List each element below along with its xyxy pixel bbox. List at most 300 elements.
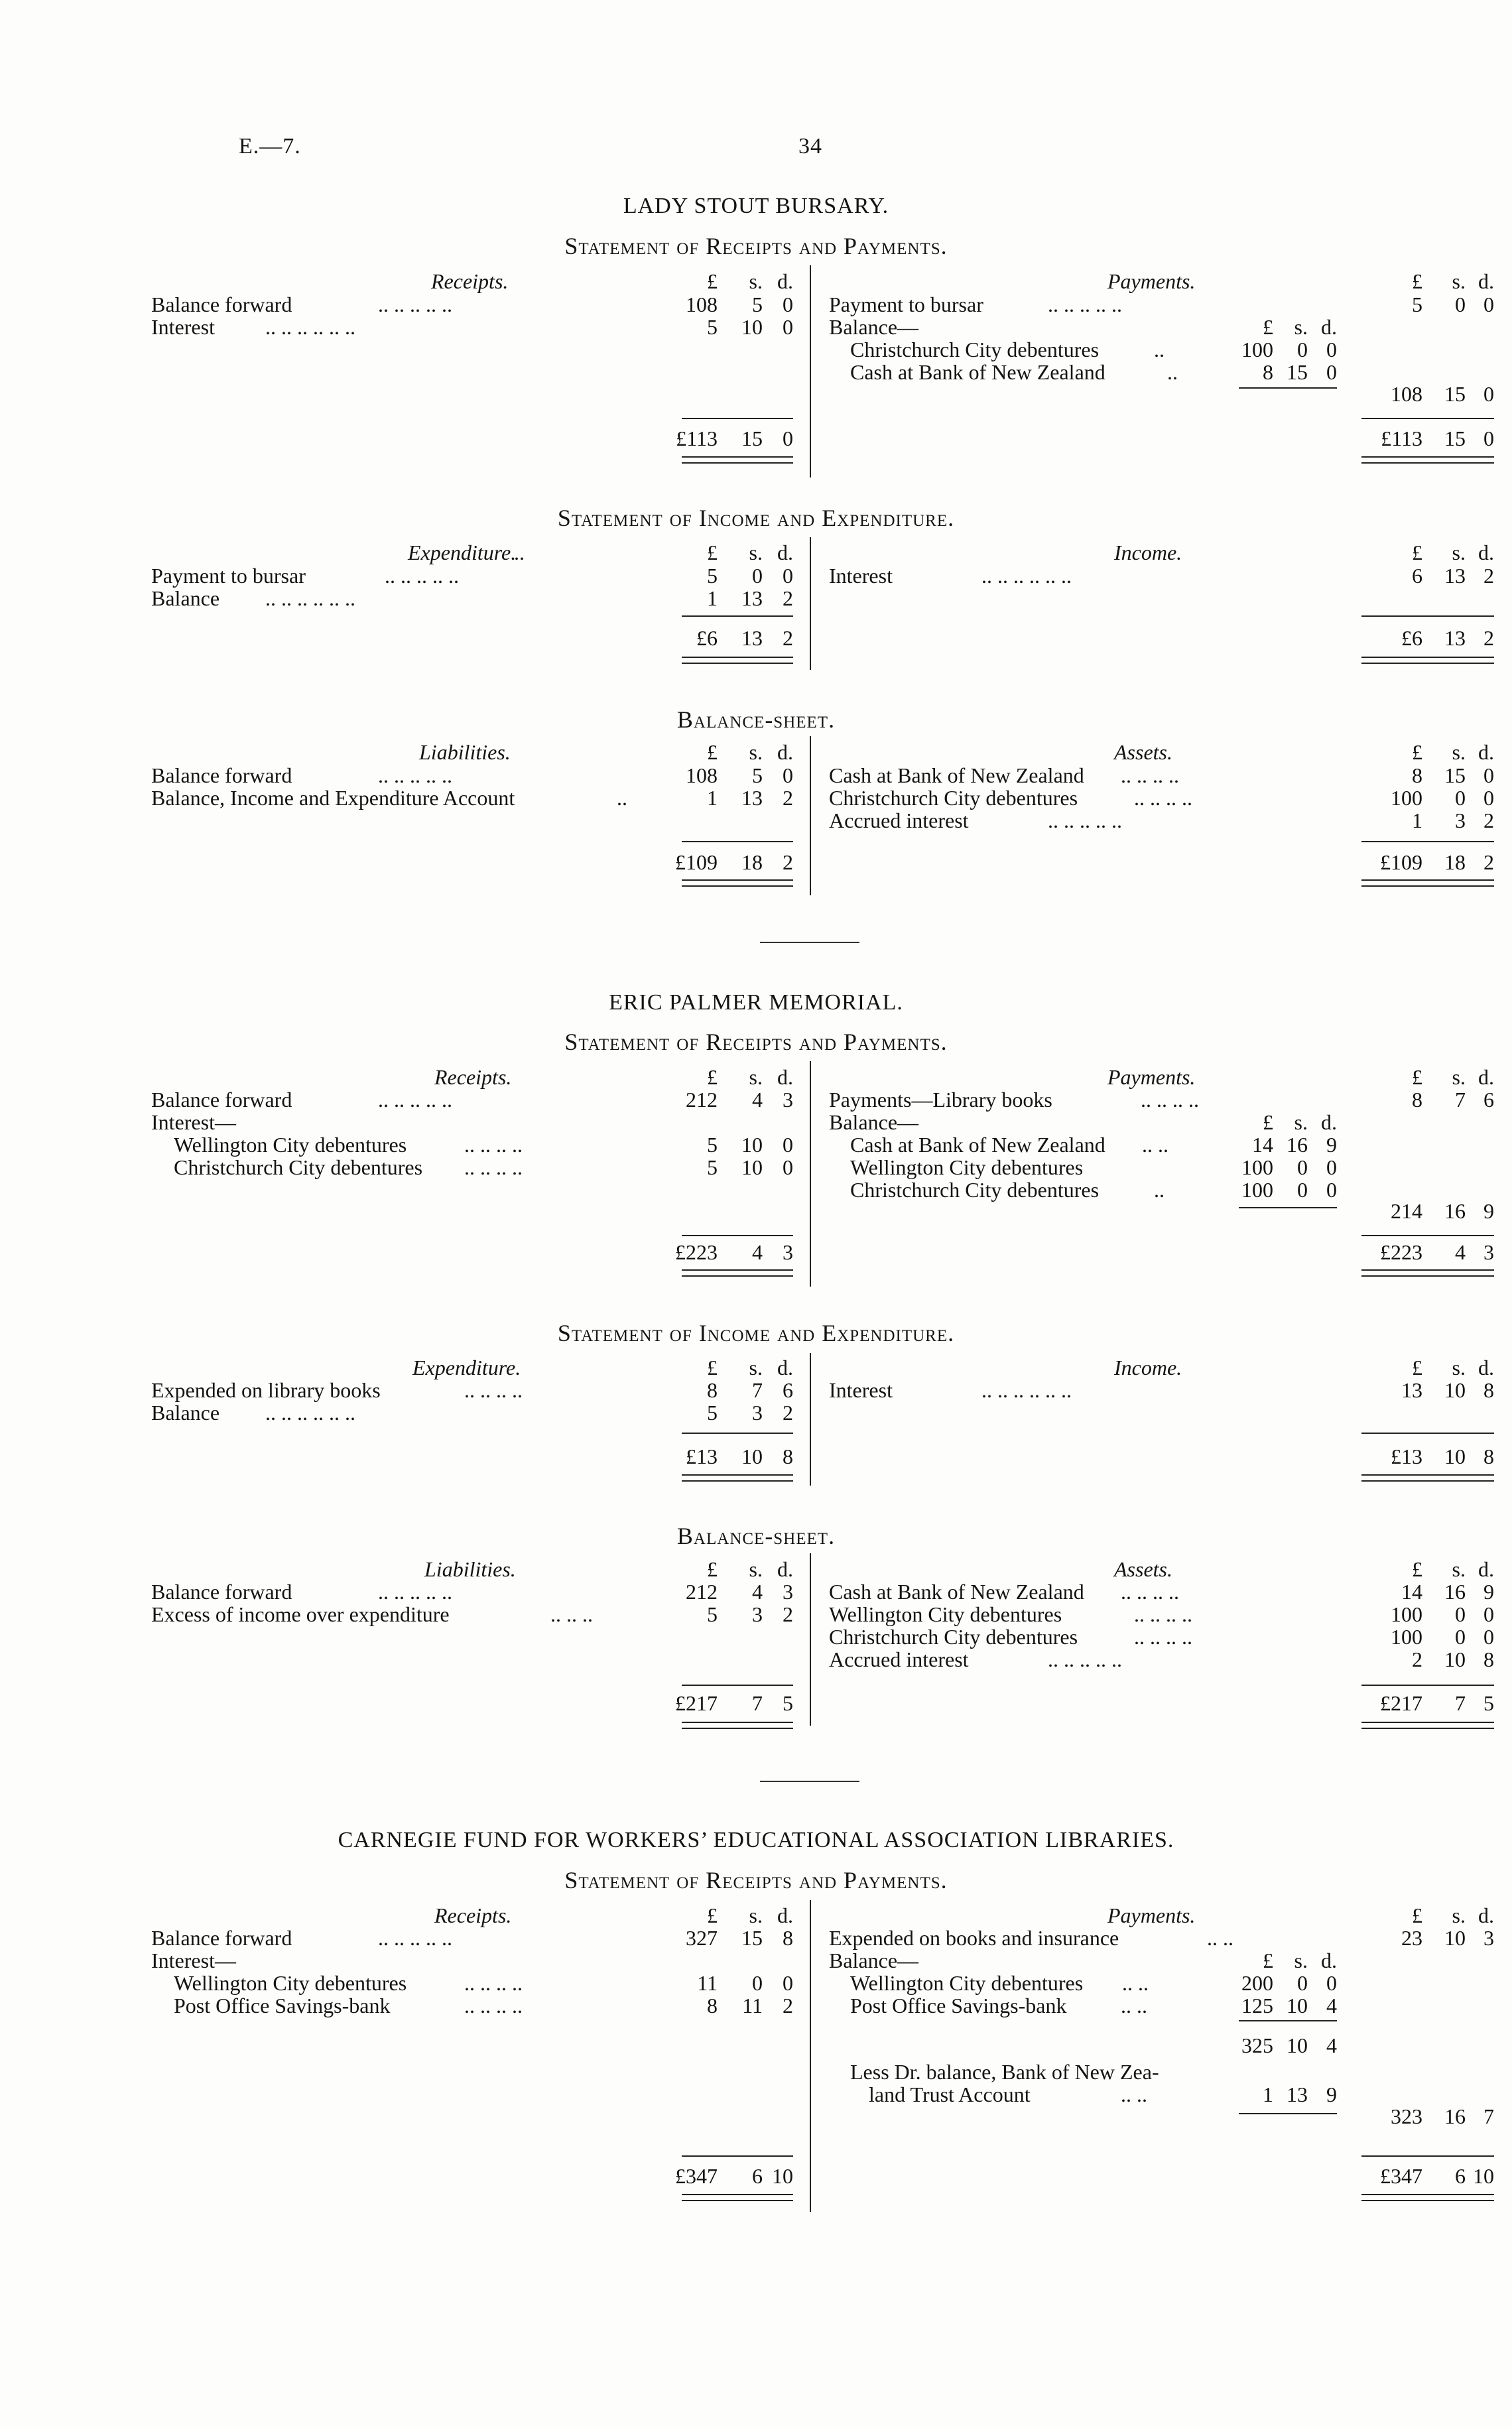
amount-pounds: 8 bbox=[1412, 1088, 1422, 1112]
row-label: Balance forward bbox=[151, 1580, 292, 1604]
row-label: Interest bbox=[829, 1378, 893, 1402]
column-divider bbox=[810, 1061, 811, 1287]
column-head-income: Income. bbox=[1114, 541, 1182, 564]
amount-pounds: 1 bbox=[1263, 2082, 1273, 2106]
row-label: Cash at Bank of New Zealand bbox=[850, 360, 1105, 384]
row-label: Excess of income over expenditure bbox=[151, 1602, 450, 1626]
s1-left-shilling-head: s. bbox=[749, 269, 763, 293]
leader-dots: .. .. .. .. bbox=[1141, 1088, 1199, 1112]
amount-pence: 4 bbox=[1326, 2033, 1337, 2057]
leader-dots: .. .. .. .. bbox=[1121, 763, 1179, 787]
row-label: Cash at Bank of New Zealand bbox=[850, 1133, 1105, 1157]
amount-pence: 2 bbox=[1483, 850, 1494, 874]
sum-line bbox=[682, 2155, 793, 2157]
amount-shillings: 15 bbox=[741, 426, 763, 450]
amount-pence: 0 bbox=[1483, 786, 1494, 810]
amount-shillings: 0 bbox=[1297, 1971, 1308, 1995]
amount-pounds: 5 bbox=[1412, 292, 1422, 316]
s2-bs-right-pound-head: £ bbox=[1412, 1557, 1422, 1581]
amount-pounds: 212 bbox=[686, 1580, 718, 1604]
row-label: Wellington City debentures bbox=[829, 1602, 1062, 1626]
page-number: 34 bbox=[798, 134, 822, 159]
double-underline bbox=[1361, 1269, 1494, 1277]
amount-pence: 5 bbox=[1483, 1691, 1494, 1715]
s1-bs-left-pence-head: d. bbox=[777, 740, 793, 764]
column-head-assets: Assets. bbox=[1114, 740, 1172, 764]
subtotal-line bbox=[1239, 387, 1337, 389]
amount-shillings: 10 bbox=[741, 1155, 763, 1179]
row-label: Christchurch City debentures bbox=[829, 1625, 1078, 1649]
amount-shillings: 13 bbox=[741, 626, 763, 650]
amount-pounds: 5 bbox=[707, 1401, 718, 1425]
amount-shillings: 10 bbox=[1287, 1994, 1308, 2017]
amount-shillings: 0 bbox=[752, 564, 763, 588]
amount-pence: 0 bbox=[1483, 1602, 1494, 1626]
row-label: Wellington City debentures bbox=[174, 1133, 407, 1157]
double-underline bbox=[1361, 1474, 1494, 1482]
column-divider bbox=[810, 265, 811, 478]
amount-pounds: £13 bbox=[1391, 1444, 1422, 1468]
amount-pounds: 100 bbox=[1241, 1155, 1273, 1179]
amount-pounds: £109 bbox=[1380, 850, 1422, 874]
amount-shillings: 0 bbox=[1297, 338, 1308, 361]
column-head-expenditure: Expenditure. bbox=[408, 541, 517, 564]
column-head-liabilities: Liabilities. bbox=[424, 1557, 516, 1581]
s1-right-shilling-head: s. bbox=[1452, 269, 1466, 293]
amount-pounds: 125 bbox=[1241, 1994, 1273, 2017]
row-label: Interest— bbox=[151, 1949, 236, 1972]
leader-dots: .. .. .. .. .. .. bbox=[265, 586, 355, 610]
s2-bs-left-shilling-head: s. bbox=[749, 1557, 763, 1581]
sum-line bbox=[1361, 841, 1494, 842]
leader-dots: .. .. .. .. bbox=[1134, 1602, 1192, 1626]
leader-dots: .. .. .. .. .. bbox=[1048, 808, 1122, 832]
s2-inner-pence-head: d. bbox=[1321, 1110, 1337, 1134]
column-head-receipts: Receipts. bbox=[431, 269, 509, 293]
double-underline bbox=[682, 456, 793, 464]
row-label: Balance bbox=[151, 1401, 220, 1425]
s1-bs-left-pound-head: £ bbox=[707, 740, 718, 764]
leader-dots: .. bbox=[1167, 360, 1178, 384]
amount-pence: 8 bbox=[1483, 1647, 1494, 1671]
leader-dots: .. .. bbox=[1121, 1994, 1147, 2017]
leader-dots: .. .. .. .. .. .. bbox=[981, 564, 1072, 588]
amount-pence: 0 bbox=[1483, 1625, 1494, 1649]
amount-pounds: £113 bbox=[676, 426, 718, 450]
amount-shillings: 4 bbox=[1455, 1240, 1466, 1264]
double-underline bbox=[682, 879, 793, 887]
heading-income-expenditure: Statement of Income and Expenditure. bbox=[557, 1320, 955, 1346]
amount-pence: 10 bbox=[1473, 2164, 1494, 2188]
s1-ie-right-pound-head: £ bbox=[1412, 541, 1422, 564]
double-underline bbox=[1361, 456, 1494, 464]
column-divider bbox=[810, 537, 811, 670]
amount-pence: 0 bbox=[1326, 360, 1337, 384]
sum-line bbox=[682, 841, 793, 842]
s1-ie-right-shilling-head: s. bbox=[1452, 541, 1466, 564]
s1-inner-pound-head: £ bbox=[1263, 315, 1273, 339]
amount-shillings: 16 bbox=[1444, 1580, 1466, 1604]
amount-shillings: 16 bbox=[1444, 1199, 1466, 1223]
leader-dots: .. .. .. .. .. bbox=[378, 292, 452, 316]
amount-pounds: 100 bbox=[1241, 1178, 1273, 1202]
amount-pounds: 327 bbox=[686, 1926, 718, 1950]
row-label: Balance— bbox=[829, 315, 919, 339]
amount-pounds: 5 bbox=[707, 315, 718, 339]
row-label: Wellington City debentures bbox=[174, 1971, 407, 1995]
amount-pounds: 1 bbox=[707, 786, 718, 810]
s2-ie-left-pound-head: £ bbox=[707, 1356, 718, 1379]
amount-shillings: 15 bbox=[1444, 382, 1466, 406]
amount-shillings: 0 bbox=[1455, 1625, 1466, 1649]
leader-dots: .. .. .. .. bbox=[1134, 1625, 1192, 1649]
leader-dots: .. .. .. bbox=[550, 1602, 593, 1626]
amount-shillings: 0 bbox=[1297, 1155, 1308, 1179]
amount-shillings: 15 bbox=[741, 1926, 763, 1950]
leader-dots: .. .. bbox=[1142, 1133, 1168, 1157]
amount-pence: 9 bbox=[1483, 1580, 1494, 1604]
amount-shillings: 10 bbox=[1444, 1444, 1466, 1468]
sum-line bbox=[682, 1685, 793, 1686]
amount-shillings: 6 bbox=[752, 2164, 763, 2188]
sum-line bbox=[1361, 2155, 1494, 2157]
column-divider bbox=[810, 1553, 811, 1726]
amount-pence: 7 bbox=[1483, 2104, 1494, 2128]
leader-dots: .. .. .. .. .. bbox=[378, 1088, 452, 1112]
amount-pence: 2 bbox=[783, 586, 793, 610]
amount-shillings: 0 bbox=[1455, 292, 1466, 316]
amount-pounds: 11 bbox=[697, 1971, 718, 1995]
sum-line bbox=[682, 1433, 793, 1434]
amount-pounds: 200 bbox=[1241, 1971, 1273, 1995]
row-label: Balance forward bbox=[151, 1926, 292, 1950]
amount-pounds: 212 bbox=[686, 1088, 718, 1112]
row-label: Balance forward bbox=[151, 763, 292, 787]
heading-receipts-payments: Statement of Receipts and Payments. bbox=[564, 1867, 948, 1893]
leader-dots: .. .. .. .. .. .. bbox=[981, 1378, 1072, 1402]
amount-pounds: £223 bbox=[675, 1240, 718, 1264]
amount-pence: 2 bbox=[1483, 626, 1494, 650]
amount-pounds: 1 bbox=[1412, 808, 1422, 832]
leader-dots: .. .. bbox=[1122, 1971, 1149, 1995]
leader-dots: .. bbox=[1154, 1178, 1165, 1202]
double-underline bbox=[682, 1474, 793, 1482]
row-label: Christchurch City debentures bbox=[174, 1155, 423, 1179]
amount-pounds: 8 bbox=[707, 1994, 718, 2017]
s1-ie-left-pence-head: d. bbox=[777, 541, 793, 564]
amount-shillings: 10 bbox=[1444, 1926, 1466, 1950]
leader-dots: .. .. .. .. bbox=[1121, 1580, 1179, 1604]
amount-pounds: 14 bbox=[1401, 1580, 1422, 1604]
row-label: Less Dr. balance, Bank of New Zea- bbox=[850, 2060, 1159, 2084]
row-label: Balance, Income and Expenditure Account bbox=[151, 786, 515, 810]
row-label: land Trust Account bbox=[869, 2082, 1031, 2106]
amount-pence: 3 bbox=[783, 1088, 793, 1112]
amount-pounds: £217 bbox=[1380, 1691, 1422, 1715]
s1-bs-right-pound-head: £ bbox=[1412, 740, 1422, 764]
amount-pence: 2 bbox=[1483, 564, 1494, 588]
amount-pence: 3 bbox=[783, 1240, 793, 1264]
amount-shillings: 10 bbox=[1287, 2033, 1308, 2057]
sum-line bbox=[1361, 615, 1494, 617]
amount-pence: 10 bbox=[772, 2164, 793, 2188]
s1-ie-right-pence-head: d. bbox=[1478, 541, 1494, 564]
amount-pence: 0 bbox=[1326, 1155, 1337, 1179]
column-head-liabilities: Liabilities. bbox=[419, 740, 511, 764]
column-head-receipts: Receipts. bbox=[434, 1065, 512, 1089]
section-title-carnegie-fund: CARNEGIE FUND FOR WORKERS’ EDUCATIONAL ASSOCIATION LIBRARIES. bbox=[338, 1828, 1174, 1852]
s1-left-pound-head: £ bbox=[707, 269, 718, 293]
sum-line bbox=[1361, 1685, 1494, 1686]
amount-pence: 2 bbox=[1483, 808, 1494, 832]
amount-pence: 6 bbox=[1483, 1088, 1494, 1112]
amount-pounds: £223 bbox=[1380, 1240, 1422, 1264]
amount-pounds: 5 bbox=[707, 1133, 718, 1157]
leader-dots: .. .. .. .. bbox=[464, 1133, 523, 1157]
subtotal-line bbox=[1239, 1207, 1337, 1208]
row-label: Christchurch City debentures bbox=[850, 1178, 1100, 1202]
amount-pence: 2 bbox=[783, 1994, 793, 2017]
amount-pence: 0 bbox=[1326, 1971, 1337, 1995]
s2-bs-right-pence-head: d. bbox=[1478, 1557, 1494, 1581]
double-underline bbox=[682, 657, 793, 664]
s2-ie-left-shilling-head: s. bbox=[749, 1356, 763, 1379]
amount-shillings: 18 bbox=[741, 850, 763, 874]
amount-shillings: 0 bbox=[1455, 1602, 1466, 1626]
amount-pence: 6 bbox=[783, 1378, 793, 1402]
amount-shillings: 13 bbox=[741, 586, 763, 610]
column-head-income: Income. bbox=[1114, 1356, 1182, 1379]
amount-pounds: 100 bbox=[1391, 786, 1422, 810]
s2-left-pound-head: £ bbox=[707, 1065, 718, 1089]
amount-pence: 2 bbox=[783, 850, 793, 874]
s2-left-pence-head: d. bbox=[777, 1065, 793, 1089]
heading-balance-sheet: Balance-sheet. bbox=[676, 1523, 836, 1549]
amount-pounds: £113 bbox=[1381, 426, 1422, 450]
amount-shillings: 3 bbox=[752, 1602, 763, 1626]
amount-shillings: 10 bbox=[741, 315, 763, 339]
s2-ie-right-pound-head: £ bbox=[1412, 1356, 1422, 1379]
s3-inner-pence-head: d. bbox=[1321, 1949, 1337, 1972]
s3-inner-shilling-head: s. bbox=[1294, 1949, 1308, 1972]
amount-shillings: 0 bbox=[1455, 786, 1466, 810]
leader-dots: .. .. .. .. .. .. bbox=[265, 1401, 355, 1425]
s2-ie-right-shilling-head: s. bbox=[1452, 1356, 1466, 1379]
amount-shillings: 7 bbox=[752, 1691, 763, 1715]
amount-pence: 0 bbox=[783, 1155, 793, 1179]
s3-right-pence-head: d. bbox=[1478, 1903, 1494, 1927]
column-head-assets: Assets. bbox=[1114, 1557, 1172, 1581]
amount-pence: 2 bbox=[783, 786, 793, 810]
s2-right-shilling-head: s. bbox=[1452, 1065, 1466, 1089]
s2-ie-right-pence-head: d. bbox=[1478, 1356, 1494, 1379]
s1-bs-right-shilling-head: s. bbox=[1452, 740, 1466, 764]
s1-left-pence-head: d. bbox=[777, 269, 793, 293]
amount-shillings: 4 bbox=[752, 1580, 763, 1604]
s1-bs-right-pence-head: d. bbox=[1478, 740, 1494, 764]
s2-bs-left-pence-head: d. bbox=[777, 1557, 793, 1581]
leader-dots: .. .. .. .. bbox=[464, 1994, 523, 2017]
amount-pence: 0 bbox=[1483, 763, 1494, 787]
amount-pounds: 1 bbox=[707, 586, 718, 610]
amount-shillings: 4 bbox=[752, 1088, 763, 1112]
page-reference: E.—7. bbox=[239, 134, 301, 159]
leader-dots: .. .. .. .. .. bbox=[378, 1580, 452, 1604]
row-label: Post Office Savings-bank bbox=[850, 1994, 1067, 2017]
amount-pence: 2 bbox=[783, 1401, 793, 1425]
amount-pence: 0 bbox=[783, 292, 793, 316]
leader-dots: .. .. .. .. .. bbox=[385, 564, 459, 588]
amount-pounds: 14 bbox=[1252, 1133, 1273, 1157]
section-separator bbox=[760, 1781, 859, 1782]
row-label: Interest bbox=[151, 315, 215, 339]
leader-dots: .. .. .. .. .. bbox=[378, 763, 452, 787]
amount-pence: 9 bbox=[1326, 2082, 1337, 2106]
leader-dots: .. .. .. .. bbox=[464, 1378, 523, 1402]
column-head-receipts: Receipts. bbox=[434, 1903, 512, 1927]
row-label: Accrued interest bbox=[829, 1647, 969, 1671]
column-head-payments: Payments. bbox=[1107, 1903, 1196, 1927]
s3-left-shilling-head: s. bbox=[749, 1903, 763, 1927]
row-label: Balance— bbox=[829, 1949, 919, 1972]
amount-pence: 3 bbox=[1483, 1926, 1494, 1950]
row-label: Christchurch City debentures bbox=[850, 338, 1100, 361]
amount-shillings: 4 bbox=[752, 1240, 763, 1264]
row-label: Wellington City debentures bbox=[850, 1155, 1084, 1179]
row-label: Balance forward bbox=[151, 1088, 292, 1112]
sum-line bbox=[682, 1235, 793, 1236]
amount-pence: 0 bbox=[1483, 292, 1494, 316]
column-divider bbox=[810, 1353, 811, 1486]
amount-pounds: £217 bbox=[675, 1691, 718, 1715]
row-label: Cash at Bank of New Zealand bbox=[829, 1580, 1084, 1604]
amount-pounds: 108 bbox=[1391, 382, 1422, 406]
row-label: Expended on library books bbox=[151, 1378, 381, 1402]
amount-pence: 8 bbox=[783, 1444, 793, 1468]
row-label: Accrued interest bbox=[829, 808, 969, 832]
column-head-payments: Payments. bbox=[1107, 1065, 1196, 1089]
leader-dots: .. bbox=[514, 541, 525, 564]
heading-receipts-payments: Statement of Receipts and Payments. bbox=[564, 233, 948, 259]
s3-inner-pound-head: £ bbox=[1263, 1949, 1273, 1972]
double-underline bbox=[1361, 2194, 1494, 2201]
s2-inner-pound-head: £ bbox=[1263, 1110, 1273, 1134]
row-label: Christchurch City debentures bbox=[829, 786, 1078, 810]
s2-inner-shilling-head: s. bbox=[1294, 1110, 1308, 1134]
double-underline bbox=[1361, 1722, 1494, 1729]
double-underline bbox=[682, 1722, 793, 1729]
subtotal-line bbox=[1239, 2020, 1337, 2021]
s1-inner-shilling-head: s. bbox=[1294, 315, 1308, 339]
amount-pence: 2 bbox=[783, 626, 793, 650]
amount-pounds: 214 bbox=[1391, 1199, 1422, 1223]
amount-pounds: 8 bbox=[1412, 763, 1422, 787]
s3-left-pound-head: £ bbox=[707, 1903, 718, 1927]
amount-shillings: 3 bbox=[752, 1401, 763, 1425]
leader-dots: .. .. bbox=[1121, 2082, 1147, 2106]
amount-pence: 0 bbox=[1483, 426, 1494, 450]
row-label: Interest bbox=[829, 564, 893, 588]
amount-shillings: 11 bbox=[742, 1994, 763, 2017]
double-underline bbox=[1361, 657, 1494, 664]
amount-pounds: £347 bbox=[1380, 2164, 1422, 2188]
amount-pounds: 8 bbox=[1263, 360, 1273, 384]
sum-line bbox=[682, 615, 793, 617]
amount-pence: 0 bbox=[783, 1133, 793, 1157]
amount-pounds: 5 bbox=[707, 1602, 718, 1626]
amount-pounds: 13 bbox=[1401, 1378, 1422, 1402]
s1-inner-pence-head: d. bbox=[1321, 315, 1337, 339]
row-label: Payment to bursar bbox=[829, 292, 983, 316]
row-label: Balance bbox=[151, 586, 220, 610]
amount-pounds: 108 bbox=[686, 292, 718, 316]
column-divider bbox=[810, 736, 811, 895]
amount-pence: 0 bbox=[1483, 382, 1494, 406]
amount-shillings: 15 bbox=[1444, 426, 1466, 450]
section-separator bbox=[760, 942, 859, 943]
s3-right-pound-head: £ bbox=[1412, 1903, 1422, 1927]
amount-pence: 0 bbox=[783, 426, 793, 450]
leader-dots: .. bbox=[1154, 338, 1165, 361]
amount-pounds: 100 bbox=[1391, 1602, 1422, 1626]
amount-shillings: 5 bbox=[752, 292, 763, 316]
amount-pounds: £347 bbox=[675, 2164, 718, 2188]
amount-pence: 3 bbox=[1483, 1240, 1494, 1264]
amount-pounds: 100 bbox=[1391, 1625, 1422, 1649]
row-label: Expended on books and insurance bbox=[829, 1926, 1119, 1950]
amount-pounds: 5 bbox=[707, 564, 718, 588]
amount-shillings: 0 bbox=[1297, 1178, 1308, 1202]
amount-pence: 9 bbox=[1326, 1133, 1337, 1157]
sum-line bbox=[1361, 1235, 1494, 1236]
sum-line bbox=[1361, 1433, 1494, 1434]
subtotal-line bbox=[1239, 2113, 1337, 2114]
s2-bs-right-shilling-head: s. bbox=[1452, 1557, 1466, 1581]
s1-right-pound-head: £ bbox=[1412, 269, 1422, 293]
double-underline bbox=[1361, 879, 1494, 887]
s1-ie-left-pound-head: £ bbox=[707, 541, 718, 564]
amount-pounds: 5 bbox=[707, 1155, 718, 1179]
leader-dots: .. .. .. .. bbox=[464, 1155, 523, 1179]
amount-pounds: 6 bbox=[1412, 564, 1422, 588]
amount-shillings: 16 bbox=[1287, 1133, 1308, 1157]
amount-pounds: 323 bbox=[1391, 2104, 1422, 2128]
s2-left-shilling-head: s. bbox=[749, 1065, 763, 1089]
heading-income-expenditure: Statement of Income and Expenditure. bbox=[557, 505, 955, 531]
amount-shillings: 6 bbox=[1455, 2164, 1466, 2188]
amount-pounds: £6 bbox=[696, 626, 718, 650]
amount-shillings: 18 bbox=[1444, 850, 1466, 874]
amount-shillings: 7 bbox=[752, 1378, 763, 1402]
s2-ie-left-pence-head: d. bbox=[777, 1356, 793, 1379]
amount-shillings: 7 bbox=[1455, 1088, 1466, 1112]
amount-pence: 0 bbox=[1326, 338, 1337, 361]
row-label: Post Office Savings-bank bbox=[174, 1994, 391, 2017]
leader-dots: .. .. .. .. bbox=[464, 1971, 523, 1995]
row-label: Payments—Library books bbox=[829, 1088, 1052, 1112]
amount-shillings: 3 bbox=[1455, 808, 1466, 832]
row-label: Interest— bbox=[151, 1110, 236, 1134]
amount-pounds: 325 bbox=[1241, 2033, 1273, 2057]
leader-dots: .. .. .. .. .. bbox=[1048, 292, 1122, 316]
amount-pence: 2 bbox=[783, 1602, 793, 1626]
sum-line bbox=[1361, 418, 1494, 419]
amount-pence: 9 bbox=[1483, 1199, 1494, 1223]
amount-shillings: 0 bbox=[752, 1971, 763, 1995]
amount-pence: 3 bbox=[783, 1580, 793, 1604]
amount-shillings: 5 bbox=[752, 763, 763, 787]
row-label: Cash at Bank of New Zealand bbox=[829, 763, 1084, 787]
